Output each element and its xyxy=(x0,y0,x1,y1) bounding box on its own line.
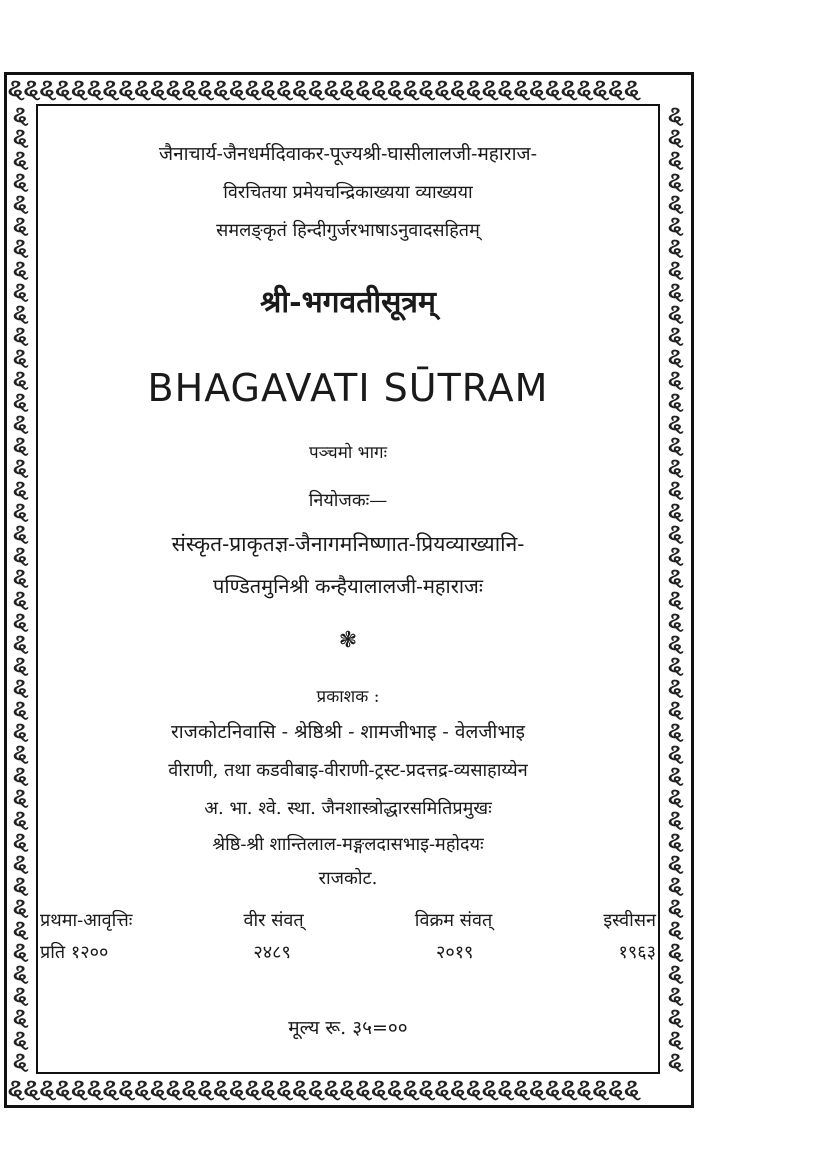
edition-value: प्रति १२०० xyxy=(40,942,109,963)
translation-line: समलङ्कृतं हिन्दीगुर्जरभाषाऽनुवादसहितम् xyxy=(216,220,480,241)
edition-value: २०१९ xyxy=(435,942,474,963)
edition-heading: वीर संवत् xyxy=(243,910,304,931)
ornamental-border-bottom: ୡୡୡୡୡୡୡୡୡୡୡୡୡୡୡୡୡୡୡୡୡୡୡୡୡୡୡୡୡୡୡୡୡୡୡୡୡୡୡୡ xyxy=(8,1076,640,1102)
edition-heading: इस्वीसन xyxy=(603,910,656,931)
commentary-line: विरचितया प्रमेयचन्द्रिकाख्यया व्याख्यया xyxy=(223,182,473,203)
title-page xyxy=(40,110,656,1070)
publisher-line-2: वीराणी, तथा कडवीबाइ-वीराणी-ट्रस्ट-प्रदत्तद्र-व्यसाहाय्येन xyxy=(168,760,528,781)
edition-heading: विक्रम संवत् xyxy=(414,910,493,931)
publisher-line-4: श्रेष्ठि-श्री शान्तिलाल-मङ्गलदासभाइ-महोदयः xyxy=(212,834,484,855)
niyojaka-line-1: संस्कृत-प्राकृतज्ञ-जैनागमनिष्णात-प्रियव्याख्यानि- xyxy=(171,532,525,556)
publisher-line-3: अ. भा. श्वे. स्था. जैनशास्त्रोद्धारसमितिप्रमुखः xyxy=(204,798,492,819)
ornamental-border-left: ୡୡୡୡୡୡୡୡୡୡୡୡୡୡୡୡୡୡୡୡୡୡୡୡୡୡୡୡୡୡୡୡୡୡୡୡୡୡୡୡୡୡୡୡ xyxy=(13,104,29,1074)
publisher-label: प्रकाशक : xyxy=(316,687,380,707)
edition-heading: प्रथमा-आवृत्तिः xyxy=(40,910,133,931)
title-devanagari: श्री-भगवतीसूत्रम् xyxy=(260,285,436,320)
author-line: जैनाचार्य-जैनधर्मदिवाकर-पूज्यश्री-घासीलालजी-महाराज- xyxy=(158,143,538,165)
edition-headings xyxy=(40,908,656,932)
price: मूल्य रू. ३५=०० xyxy=(288,1017,408,1039)
niyojaka-line-2: पण्डितमुनिश्री कन्हैयालालजी-महाराजः xyxy=(213,574,483,598)
ornamental-border-right: ୡୡୡୡୡୡୡୡୡୡୡୡୡୡୡୡୡୡୡୡୡୡୡୡୡୡୡୡୡୡୡୡୡୡୡୡୡୡୡୡୡୡୡୡ xyxy=(668,104,684,1074)
edition-value: १९६३ xyxy=(618,942,656,963)
ornamental-border-top: ୡୡୡୡୡୡୡୡୡୡୡୡୡୡୡୡୡୡୡୡୡୡୡୡୡୡୡୡୡୡୡୡୡୡୡୡୡୡୡୡ xyxy=(8,76,640,102)
publisher-city: राजकोट. xyxy=(318,868,378,889)
title-english: BHAGAVATI SŪTRAM xyxy=(147,366,549,410)
publisher-line-1: राजकोटनिवासि - श्रेष्ठिश्री - शामजीभाइ - वेलजीभाइ xyxy=(171,721,525,743)
edition-values xyxy=(40,940,656,964)
niyojaka-label: नियोजकः— xyxy=(308,490,388,511)
edition-value: २४८९ xyxy=(253,942,291,963)
ornament-icon: ❃ xyxy=(338,628,358,653)
volume-label: पञ्चमो भागः xyxy=(308,443,388,463)
